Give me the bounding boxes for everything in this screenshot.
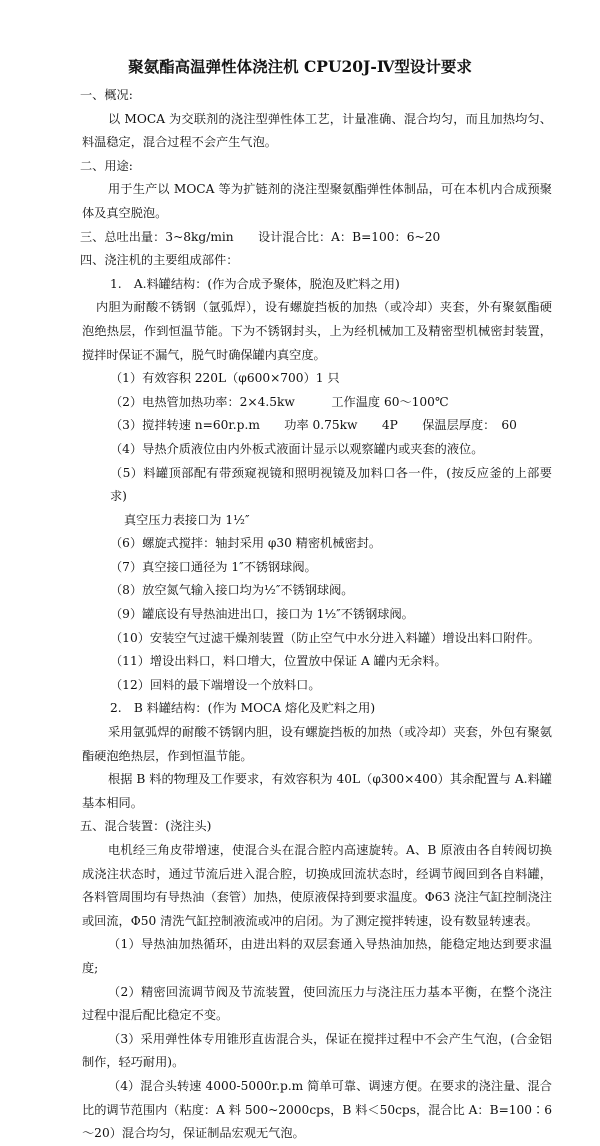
section-4-heading: 四、浇注机的主要组成部件： — [80, 253, 239, 268]
section-5-heading: 五、混合装置：(浇注头) — [80, 819, 212, 834]
list-item: （2）电热管加热功率：2×4.5kw 工作温度 60～100℃ — [110, 394, 449, 409]
section-1-paragraph: 以 MOCA 为交联剂的浇注型弹性体工艺，计量准确、混合均匀，而且加热均匀、料温稳定，混合过程不会产生气泡。 — [82, 111, 552, 150]
section-4-b-title: 2. B 料罐结构：(作为 MOCA 熔化及贮料之用) — [110, 701, 376, 716]
section-3-line: 三、总吐出量：3~8kg/min 设计混合比：A：B=100：6~20 — [80, 229, 441, 244]
list-item: （8）放空氮气输入接口均为½″不锈钢球阀。 — [110, 583, 354, 598]
section-5-paragraph-5: （4）混合头转速 4000-5000r.p.m 简单可靠、调速方便。在要求的浇注量、混合比的调节范围内（粘度：A 料 500~2000cps，B 料＜50cps，混合比 A：B=100∶6～20）混合均匀，保证制品宏观无气泡。 — [82, 1078, 552, 1141]
section-4-a-text: 内胆为耐酸不锈钢（氩弧焊），设有螺旋挡板的加热（或冷却）夹套，外有聚氨酯硬泡绝热层，作到恒温节能。下为不锈钢封头，上为经机械加工及精密型机械密封装置，搅拌时保证不漏气，脱气时确保罐内真空度。 — [82, 300, 552, 362]
list-item-continuation: 真空压力表接口为 1½″ — [124, 512, 250, 527]
list-item: （10）安装空气过滤干燥剂装置（防止空气中水分进入料罐）增设出料口附件。 — [110, 630, 540, 645]
list-item: （12）回料的最下端增设一个放料口。 — [110, 677, 321, 692]
section-1-heading: 一、概况: — [80, 88, 133, 102]
section-4-a-title: 1. A.料罐结构：(作为合成予聚体，脱泡及贮料之用) — [110, 276, 400, 291]
document-title: 聚氨酯高温弹性体浇注机 CPU20J-Ⅳ型设计要求 — [128, 57, 472, 76]
list-item: （9）罐底设有导热油进出口，接口为 1½″不锈钢球阀。 — [110, 607, 414, 622]
section-4-b-text-2: 根据 B 料的物理及工作要求，有效容积为 40L（φ300×400）其余配置与 A.料罐基本相同。 — [82, 772, 552, 810]
list-item: （11）增设出料口，料口增大，位置放中保证 A 罐内无余料。 — [110, 654, 447, 669]
document-body — [82, 84, 552, 1146]
list-item: （1）有效容积 220L（φ600×700）1 只 — [110, 371, 340, 386]
section-4-b-text-1: 采用氩弧焊的耐酸不锈钢内胆，设有螺旋挡板的加热（或冷却）夹套，外包有聚氨酯硬泡绝热层，作到恒温节能。 — [82, 725, 552, 763]
list-item: （4）导热介质液位由内外板式液面计显示以观察罐内或夹套的液位。 — [110, 441, 484, 456]
list-item: （5）料罐顶部配有带颈窥视镜和照明视镜及加料口各一件，(按反应釜的上部要求) — [110, 465, 552, 504]
section-2-paragraph: 用于生产以 MOCA 等为扩链剂的浇注型聚氨酯弹性体制品，可在本机内合成预聚体及真空脱泡。 — [82, 182, 552, 220]
list-item: （7）真空接口通径为 1″不锈钢球阀。 — [110, 559, 317, 574]
section-5-paragraph-4: （3）采用弹性体专用锥形直齿混合头，保证在搅拌过程中不会产生气泡，(合金铝制作，轻巧耐用)。 — [82, 1031, 552, 1070]
section-2-heading: 二、用途: — [80, 158, 133, 173]
list-item: （3）搅拌转速 n=60r.p.m 功率 0.75kw 4P 保温层厚度： 60 — [110, 418, 517, 433]
section-5-paragraph-1: 电机经三角皮带增速，使混合头在混合腔内高速旋转。A、B 原液由各自转阀切换成浇注状态时，通过节流后进入混合腔，切换成回流状态时，经调节阀回到各自料罐，各料管周围均有导热油（套管）加热，使原液保持到要求温度。Φ63 浇注气缸控制浇注或回流，Φ50 清洗气缸控制液流或冲的启闭。为了测定搅拌转速，设有数显转速表。 — [82, 843, 552, 928]
section-5-paragraph-2: （1）导热油加热循环，由进出料的双层套通入导热油加热，能稳定地达到要求温度; — [82, 937, 552, 975]
list-item: （6）螺旋式搅拌：轴封采用 φ30 精密机械密封。 — [110, 536, 382, 551]
section-5-paragraph-3: （2）精密回流调节阀及节流装置，使回流压力与浇注压力基本平衡，在整个浇注过程中混后配比稳定不变。 — [82, 984, 552, 1023]
